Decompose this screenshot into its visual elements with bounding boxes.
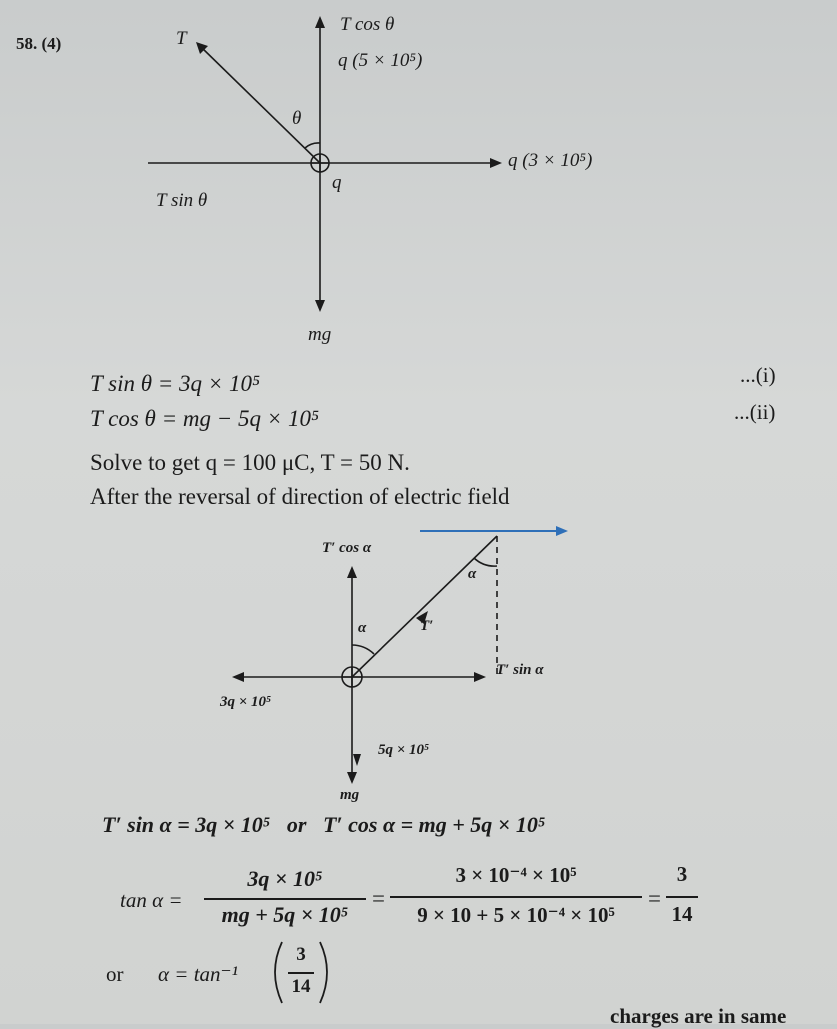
equation-2: T cos θ = mg − 5q × 10⁵ (90, 406, 320, 431)
fraction1-bar (204, 898, 366, 900)
diagram-2-arrowheads (232, 566, 486, 784)
fraction2-denominator: 9 × 10 + 5 × 10⁻⁴ × 10⁵ (417, 903, 615, 927)
paren-fraction-denominator: 14 (291, 976, 311, 997)
diagram1-label-tsin: T sin θ (156, 190, 208, 211)
diagram2-label-mg: mg (340, 787, 360, 803)
diagram1-label-q-up: q (5 × 10⁵) (338, 50, 423, 71)
diagram2-label-down-force: 5q × 10⁵ (378, 742, 430, 758)
equation-2-tag: ...(ii) (734, 400, 776, 424)
fraction1-numerator: 3q × 10⁵ (247, 866, 323, 891)
diagram2-label-tprime: T′ (420, 618, 434, 634)
solution-text: Solve to get q = 100 μC, T = 50 N. (90, 450, 410, 475)
diagram-2-lines (238, 536, 497, 778)
equals-sign-1: = (372, 886, 385, 911)
diagram2-label-alpha-top: α (468, 566, 477, 582)
fraction3-denominator: 14 (671, 902, 693, 926)
cut-off-text: charges are in same (610, 1004, 787, 1028)
diagram2-alpha-arc-upper (474, 558, 497, 566)
field-direction-arrow (420, 526, 568, 536)
diagram2-alpha-arc-lower (352, 645, 374, 654)
fraction2-numerator: 3 × 10⁻⁴ × 10⁵ (455, 863, 577, 887)
diagram2-label-left-force: 3q × 10⁵ (220, 694, 272, 710)
diagram2-tension-line (352, 536, 497, 677)
paren-fraction-bar (288, 972, 314, 974)
tan-alpha-lhs: tan α = (120, 888, 183, 912)
diagram1-label-mg: mg (308, 324, 332, 345)
or-word: or (106, 962, 124, 986)
fraction1-denominator: mg + 5q × 10⁵ (221, 902, 349, 927)
diagram1-theta-arc (305, 143, 320, 148)
question-number: 58. (4) (16, 34, 62, 53)
reversal-text: After the reversal of direction of electric field (90, 484, 510, 509)
final-equation-line: T′ sin α = 3q × 10⁵ or T′ cos α = mg + 5q × 10⁵ (102, 812, 546, 837)
diagram1-label-q: q (332, 172, 342, 193)
diagram-1-lines (148, 22, 495, 306)
diagram1-label-theta: θ (292, 108, 302, 129)
alpha-expression: α = tan⁻¹ (158, 962, 238, 986)
diagram1-label-q-right: q (3 × 10⁵) (508, 150, 593, 171)
diagram2-label-tcos: T′ cos α (322, 540, 372, 556)
diagram2-label-tsin: T′ sin α (496, 662, 544, 678)
fraction3-numerator: 3 (676, 862, 688, 886)
fraction2-bar (390, 896, 642, 898)
diagram2-label-alpha-mid: α (358, 620, 367, 636)
diagram1-label-T: T (176, 28, 187, 49)
left-paren (275, 942, 282, 1003)
diagram1-tension-line (200, 46, 320, 163)
equals-sign-2: = (648, 886, 661, 911)
equation-1: T sin θ = 3q × 10⁵ (90, 371, 261, 396)
equation-1-tag: ...(i) (740, 363, 776, 387)
right-paren (320, 942, 327, 1003)
diagram1-label-tcos: T cos θ (340, 14, 395, 35)
paren-fraction-numerator: 3 (296, 944, 306, 965)
fraction3-bar (666, 896, 698, 898)
